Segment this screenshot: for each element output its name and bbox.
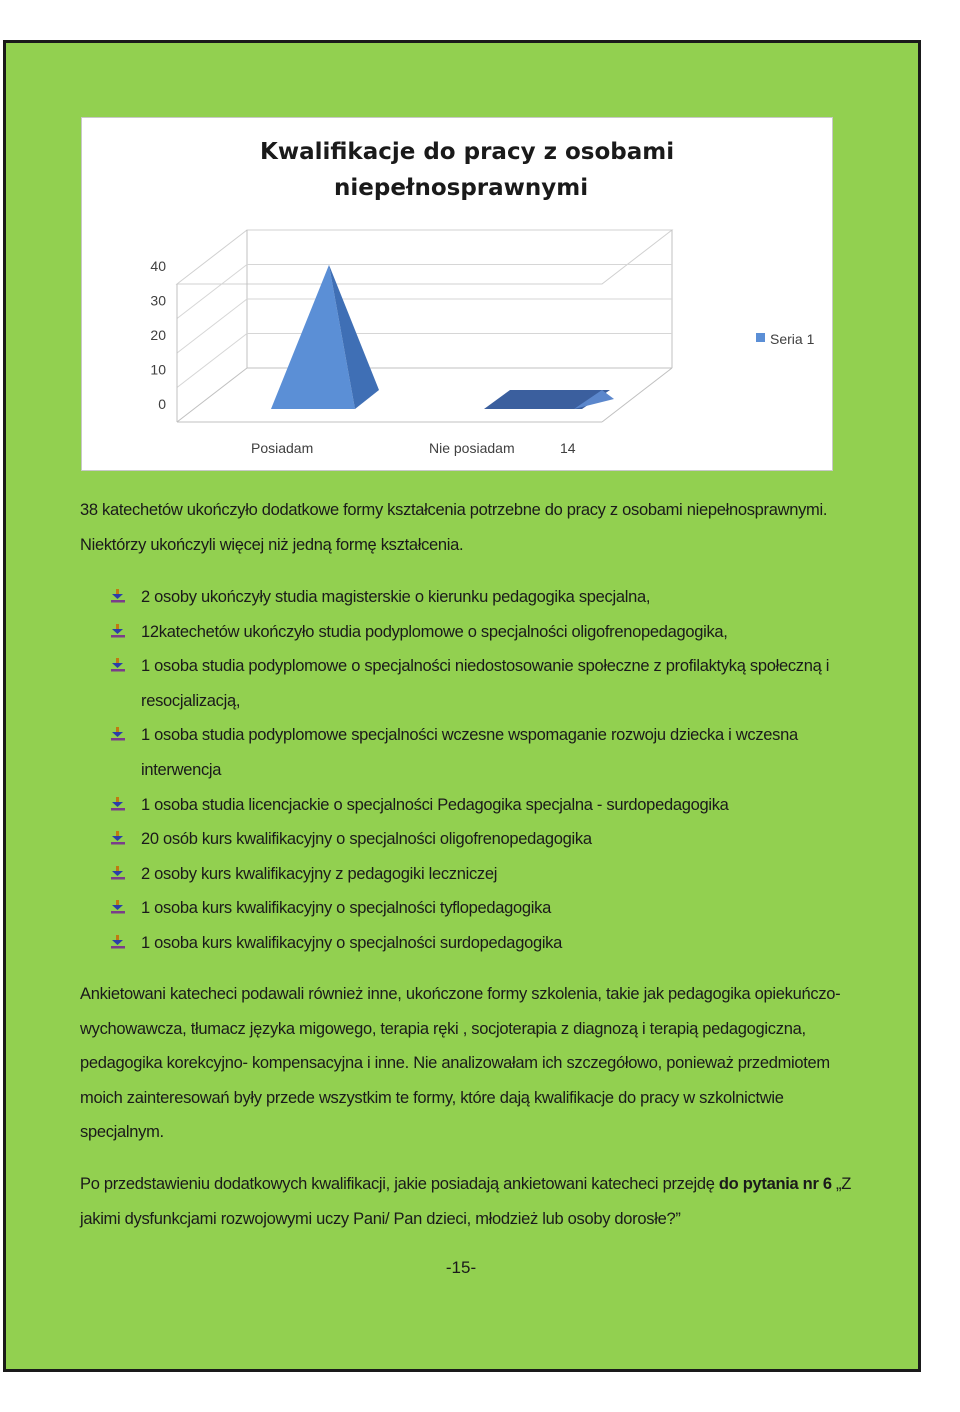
paragraph-next-question (80, 1167, 870, 1236)
paragraph-intro: 38 katechetów ukończyło dodatkowe formy kształcenia potrzebne do pracy z osobami niepełnosprawnymi. Niektórzy ukończyli więcej niż jedną formę kształcenia. (80, 501, 828, 554)
list-item (110, 822, 870, 857)
list-item (110, 788, 870, 823)
gridline-side (177, 299, 247, 353)
chart-plot (82, 118, 832, 470)
question-text: „Z jakimi dysfunkcjami rozwojowymi uczy Pani/ Pan dzieci, młodzież lub osoby dorosłe?” (80, 1175, 851, 1228)
list-item-text: 12katechetów ukończyło studia podyplomowe o specjalności oligofrenopedagogika, (141, 622, 728, 641)
list-item (110, 649, 870, 718)
list-item-text: 1 osoba studia licencjackie o specjalności Pedagogika specjalna - surdopedagogika (141, 795, 729, 814)
page-number: -15- (445, 1258, 477, 1277)
list-item (110, 926, 870, 961)
list-item (110, 580, 870, 615)
bar (484, 390, 614, 409)
list-item-text: 2 osoby ukończyły studia magisterskie o kierunku pedagogika specjalna, (141, 588, 651, 606)
y-tick-label: 10 (150, 361, 166, 378)
x-tick-label: Nie posiadam (429, 440, 515, 456)
list-item (110, 891, 870, 926)
chart-bars (271, 265, 614, 409)
list-item (110, 718, 870, 787)
y-tick-label: 40 (150, 258, 166, 274)
list-item (110, 857, 870, 892)
legend-swatch (756, 333, 765, 342)
arrow-down-bullet-icon (110, 624, 126, 638)
list-item-text: 1 osoba kurs kwalifikacyjny o specjalności surdopedagogika (141, 933, 563, 952)
y-tick-label: 30 (150, 292, 166, 309)
list-item-text: 2 osoby kurs kwalifikacyjny z pedagogiki leczniczej (141, 864, 498, 883)
x-tick-label: Posiadam (251, 440, 314, 456)
arrow-down-bullet-icon (110, 935, 126, 949)
gridline-side (177, 265, 247, 319)
chart-floor-left-edge (177, 368, 247, 422)
y-tick-label: 0 (158, 396, 166, 412)
list-item-text: 1 osoba kurs kwalifikacyjny o specjalności tyflopedagogika (141, 899, 551, 918)
arrow-down-bullet-icon (110, 797, 126, 811)
chart-y-ticks (150, 258, 166, 412)
next-question-intro: Po przedstawieniu dodatkowych kwalifikacji, jakie posiadają ankietowani katecheci przejdę (80, 1175, 719, 1193)
chart-gridlines (177, 265, 672, 388)
chart (81, 117, 833, 471)
question-reference: do pytania nr 6 (718, 1175, 832, 1193)
arrow-down-bullet-icon (110, 866, 126, 880)
chart-x-ticks (251, 440, 576, 456)
list-item-text: 20 osób kurs kwalifikacyjny o specjalności oligofrenopedagogika (141, 830, 592, 849)
chart-title-line-1: Kwalifikacje do pracy z osobami (260, 139, 675, 165)
qualifications-list (110, 580, 870, 961)
arrow-down-bullet-icon (110, 658, 126, 672)
list-item-text: 1 osoba studia podyplomowe o specjalności niedostosowanie społeczne z profilaktyką społeczną i resocjalizacją, (141, 657, 830, 710)
list-item-text: 1 osoba studia podyplomowe specjalności wczesne wspomaganie rozwoju dziecka i wczesna interwencja (141, 726, 798, 779)
paragraph-other-trainings: Ankietowani katecheci podawali również inne, ukończone formy szkolenia, takie jak pedagogika opiekuńczo- wychowawcza, tłumacz języka migowego, terapia ręki , socjoterapia z diagnozą i terapią pedagogiczna, pedagogika korekcyjno- kompensacyjna i inne. Nie analizowałam ich szczegółowo, ponieważ przedmiotem moich zainteresowań były przede wszystkim te formy, które dają kwalifikacje do pracy w szkolnictwie specjalnym. (80, 985, 841, 1142)
chart-floor-right-edge (602, 368, 672, 422)
y-tick-label: 20 (150, 327, 166, 343)
chart-back-top-edge (177, 230, 672, 284)
arrow-down-bullet-icon (110, 831, 126, 845)
arrow-down-bullet-icon (110, 589, 126, 603)
chart-title-line-2: niepełnosprawnymi (334, 175, 589, 201)
gridline-side (177, 334, 247, 388)
arrow-down-bullet-icon (110, 727, 126, 741)
bar (271, 265, 379, 409)
x-tick-extra-label: 14 (560, 440, 576, 456)
list-item (110, 615, 870, 650)
legend-label: Seria 1 (770, 331, 815, 347)
arrow-down-bullet-icon (110, 900, 126, 914)
